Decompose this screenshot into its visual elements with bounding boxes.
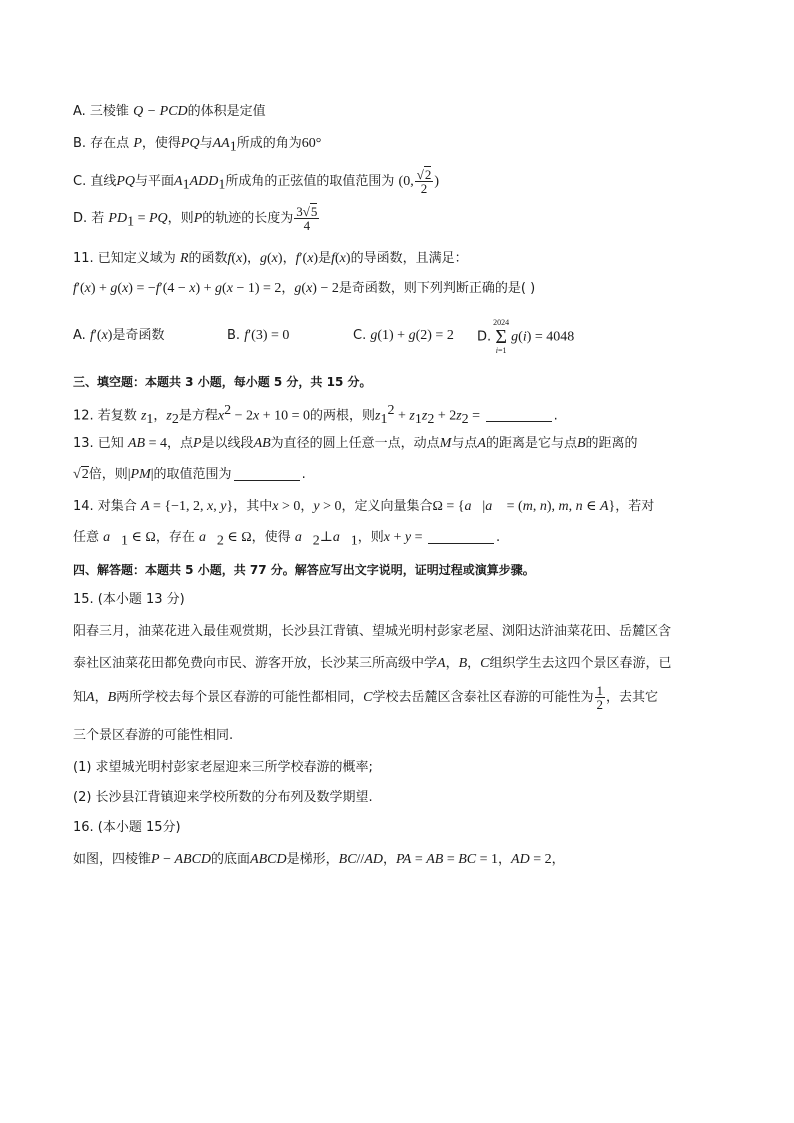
q10-option-c: C. 直线PQ与平面$A_1ADD_1$所成角的正弦值的取值范围为 (0, $\frac{√2}{2}$ )	[73, 167, 440, 196]
section-3-heading: 三、填空题：本题共 3 小题，每小题 5 分，共 15 分。	[73, 375, 372, 389]
q11-stem: 11. 已知定义域为 R的函数f(x)，g(x)，f′(x)是f(x)的导函数，且满足：	[73, 251, 468, 266]
q12: 12. 若复数 $z_1$，$z_2$是方程$x^2 - 2x + 10 = 0$的两根，则$z_1^2 + z_1z_2 + 2z_2$ = .	[73, 403, 558, 427]
fraction-sqrt2-over-2: $\frac{√2}{2}$	[416, 167, 432, 196]
q11-option-b: B. f′(3) = 0	[227, 328, 290, 343]
fraction-one-half: $\frac{1}{2}$	[596, 683, 604, 712]
q15-paragraph-3: 知A，B两所学校去每个景区春游的可能性都相同，C学校去岳麓区含泰社区春游的可能性为 $\frac{1}{2}$ ，去其它	[73, 683, 659, 712]
q11-option-a: A. f′(x)是奇函数	[73, 328, 165, 343]
q14-line-2: 任意 $a⃗_1$ ∈ Ω，存在 $a⃗_2$ ∈ Ω，使得 $a⃗_2\perp a⃗_1$，则x + y = .	[73, 530, 501, 549]
q11-option-d: D. 2024 Σ i=1 g(i) = 4048	[477, 318, 575, 355]
q15-subquestion-2: (2) 长沙县江背镇迎来学校所数的分布列及数学期望.	[73, 790, 373, 805]
q10-option-d: D. 若 $PD_1$ = PQ，则P的轨迹的长度为 $\frac{3√5}{4}$	[73, 204, 318, 233]
answer-blank-14[interactable]	[428, 529, 494, 544]
q16-paragraph-1: 如图，四棱锥P − ABCD的底面ABCD是梯形，BC//AD，PA = AB = BC = 1，AD = 2，	[73, 852, 565, 867]
q10-option-a: A. 三棱锥 Q − PCD的体积是定值	[73, 104, 266, 119]
q15-paragraph-1: 阳春三月，油菜花进入最佳观赏期，长沙县江背镇、望城光明村彭家老屋、浏阳达浒油菜花田、岳麓区含	[73, 624, 672, 639]
summation-symbol: 2024 Σ i=1	[493, 318, 510, 355]
q11-options	[73, 318, 724, 354]
q10-option-b: B. 存在点 P，使得PQ与$AA_1$所成的角为60°	[73, 136, 322, 155]
q13-line-1: 13. 已知 AB = 4，点P是以线段AB为直径的圆上任意一点，动点M与点A的距离是它与点B的距离的	[73, 436, 638, 451]
q16-heading: 16. (本小题 15分)	[73, 820, 181, 835]
fraction-3sqrt5-over-4: $\frac{3√5}{4}$	[296, 204, 318, 233]
q13-line-2: √2倍，则|PM|的取值范围为 .	[73, 467, 306, 482]
q14-line-1: 14. 对集合 A = {−1, 2, x, y}，其中x > 0，y > 0，定义向量集合Ω = {a⃗|a⃗ = (m, n), m, n ∈ A}，若对	[73, 499, 655, 514]
q15-heading: 15. (本小题 13 分)	[73, 592, 185, 607]
answer-blank-13[interactable]	[234, 466, 300, 481]
q11-condition: f′(x) + g(x) = −f′(4 − x) + g(x − 1) = 2，g(x) − 2是奇函数，则下列判断正确的是( )	[73, 281, 536, 296]
answer-blank-12[interactable]	[486, 407, 552, 422]
q11-option-c: C. g(1) + g(2) = 2	[353, 328, 454, 343]
q15-subquestion-1: (1) 求望城光明村彭家老屋迎来三所学校春游的概率;	[73, 760, 373, 775]
q15-paragraph-4: 三个景区春游的可能性相同.	[73, 728, 234, 743]
section-4-heading: 四、解答题：本题共 5 小题，共 77 分。解答应写出文字说明，证明过程或演算步骤。	[73, 563, 535, 577]
q15-paragraph-2: 泰社区油菜花田都免费向市民、游客开放，长沙某三所高级中学A，B，C组织学生去这四个景区春游，已	[73, 656, 672, 671]
